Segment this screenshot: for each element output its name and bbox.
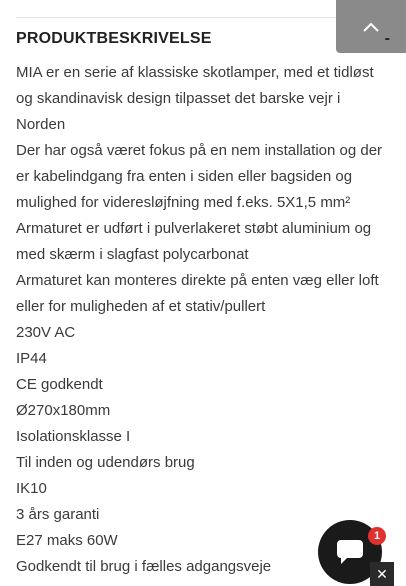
description-line: Ø270x180mm [16, 402, 111, 419]
description-line: Armaturet er udført i pulverlakeret støbt aluminium og [16, 220, 372, 237]
description-line: IP44 [16, 350, 47, 367]
description-line: Armaturet kan monteres direkte på enten væg eller loft [16, 272, 379, 289]
description-line: mulighed for videresløjfning med f.eks. 5X1,5 mm² [16, 194, 351, 211]
chevron-up-icon [363, 22, 379, 32]
chat-close-button[interactable]: ✕ [370, 562, 394, 586]
description-line: 3 års garanti [16, 506, 100, 523]
description-line: eller for muligheden af et stativ/pullert [16, 298, 266, 315]
description-line: Der har også været fokus på en nem installation og der [16, 142, 383, 159]
chat-bubble-icon [335, 538, 365, 566]
product-description [16, 60, 390, 580]
description-line: er kabelindgang fra enten i siden eller bagsiden og [16, 168, 353, 185]
description-line: MIA er en serie af klassiske skotlamper, med et tidløst [16, 64, 374, 81]
section-title[interactable]: PRODUKTBESKRIVELSE [16, 30, 212, 47]
description-line: og skandinavisk design tilpasset det barske vejr i Norden [16, 90, 341, 133]
scroll-to-top-button[interactable] [336, 0, 406, 53]
description-line: Isolationsklasse I [16, 428, 131, 445]
description-line: E27 maks 60W [16, 532, 118, 549]
description-line: 230V AC [16, 324, 76, 341]
notification-badge: 1 [368, 527, 386, 545]
description-line: Til inden og udendørs brug [16, 454, 195, 471]
description-line: CE godkendt [16, 376, 103, 393]
collapse-toggle-icon[interactable]: - [384, 30, 390, 47]
description-line: med skærm i slagfast polycarbonat [16, 246, 249, 263]
description-line: Godkendt til brug i fælles adgangsveje [16, 558, 272, 575]
description-line: IK10 [16, 480, 47, 497]
